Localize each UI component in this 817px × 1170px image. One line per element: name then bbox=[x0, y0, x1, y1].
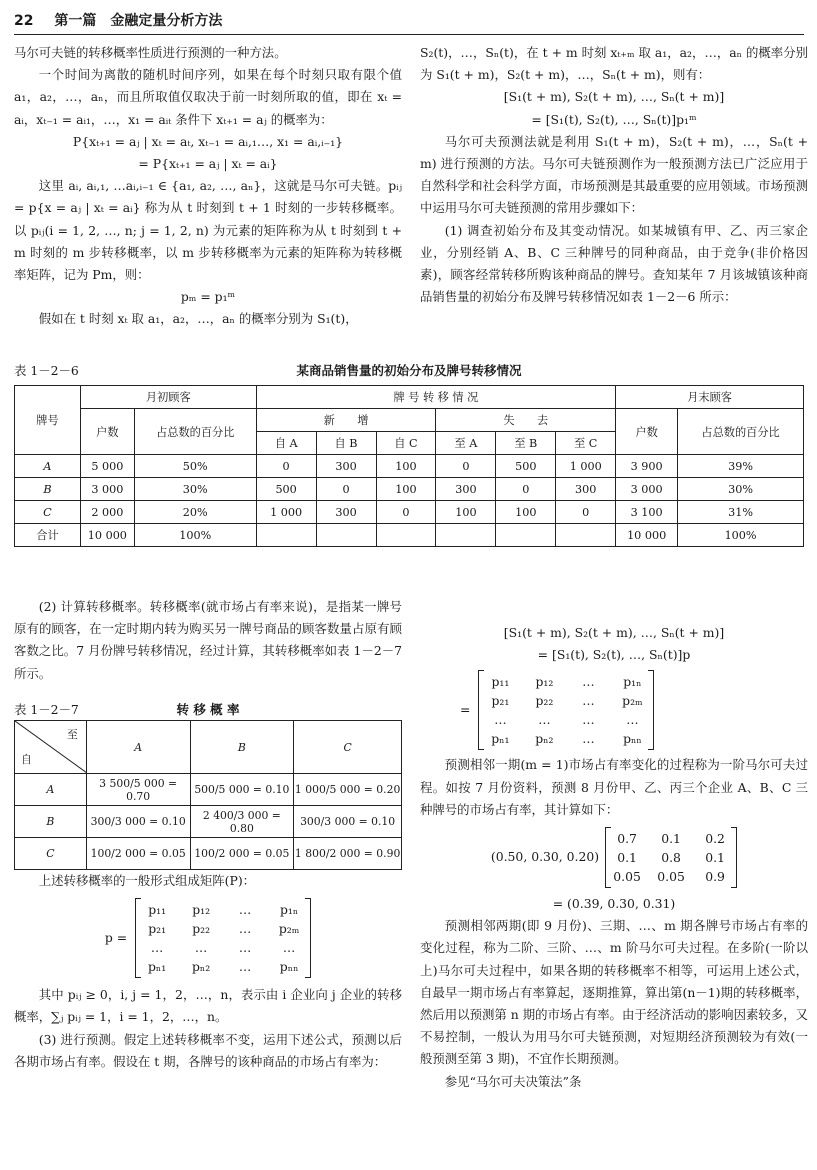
table-cell: 3 000 bbox=[80, 478, 134, 501]
col-header: C bbox=[294, 721, 402, 774]
matrix-cell: 0.2 bbox=[705, 830, 725, 846]
table-transfer-probability bbox=[14, 720, 402, 870]
table-cell: C bbox=[15, 838, 87, 870]
equation: = P{xₜ₊₁ = aⱼ | xₜ = aᵢ} bbox=[138, 156, 278, 172]
table-cell: B bbox=[15, 478, 81, 501]
table-cell: 3 100 bbox=[616, 501, 678, 524]
equation: = [S₁(t), S₂(t), …, Sₙ(t)]p₁ᵐ bbox=[531, 111, 697, 127]
table-cell bbox=[256, 524, 316, 547]
table-cell: 300 bbox=[556, 478, 616, 501]
matrix-cell: … bbox=[494, 712, 507, 728]
table-cell: 5 000 bbox=[80, 455, 134, 478]
table-row bbox=[15, 524, 804, 547]
matrix-cell: pₙ₂ bbox=[535, 731, 554, 747]
sub-header: 至 B bbox=[496, 432, 556, 455]
table-cell: 100% bbox=[134, 524, 256, 547]
matrix-cell: 0.1 bbox=[661, 830, 681, 846]
left-column-top bbox=[14, 42, 402, 331]
table2-caption bbox=[14, 700, 402, 718]
matrix-numeric bbox=[605, 827, 737, 888]
matrix-cell: p₂₁ bbox=[148, 921, 167, 937]
table-cell: 300 bbox=[316, 501, 376, 524]
equation: [S₁(t + m), S₂(t + m), …, Sₙ(t + m)] bbox=[503, 89, 725, 105]
table-cell bbox=[436, 524, 496, 547]
right-column-top bbox=[420, 42, 808, 308]
matrix-cell: p₁₂ bbox=[192, 902, 211, 918]
matrix-row bbox=[612, 829, 730, 848]
table-cell: 300/3 000 = 0.10 bbox=[86, 806, 190, 838]
equation-result: = (0.39, 0.30, 0.31) bbox=[552, 896, 676, 912]
page-header bbox=[14, 10, 804, 35]
table-cell: 100 bbox=[496, 501, 556, 524]
table-cell bbox=[316, 524, 376, 547]
col-header: A bbox=[86, 721, 190, 774]
matrix-cell: p₁₂ bbox=[535, 674, 554, 690]
paragraph: (2) 计算转移概率。转移概率(就市场占有率来说)，是指某一牌号原有的顾客，在一定时期内转为购买另一牌号商品的顾客数量占原有顾客数之比。7 月份牌号转移情况，经过计算，其转移概率如表 1－2－7 所示。 bbox=[14, 599, 402, 681]
table2-number: 表 1－2－7 bbox=[14, 702, 79, 717]
matrix-row bbox=[612, 867, 730, 886]
matrix-row bbox=[485, 672, 647, 691]
table-row bbox=[15, 838, 402, 870]
table-cell: 500/5 000 = 0.10 bbox=[190, 774, 294, 806]
table-cell: 500 bbox=[256, 478, 316, 501]
matrix-cell: … bbox=[582, 731, 595, 747]
matrix-cell: … bbox=[238, 959, 252, 975]
matrix-cell: … bbox=[194, 940, 208, 956]
col-header-count2: 户数 bbox=[616, 409, 678, 455]
table-cell: 100 bbox=[376, 455, 436, 478]
table2-title: 转 移 概 率 bbox=[176, 702, 240, 717]
table1-number: 表 1－2－6 bbox=[14, 363, 79, 378]
matrix-cell: pₙ₁ bbox=[491, 731, 510, 747]
table-cell: 300/3 000 = 0.10 bbox=[294, 806, 402, 838]
matrix-cell: … bbox=[626, 712, 639, 728]
paragraph: 假如在 t 时刻 xₜ 取 a₁，a₂，…，aₙ 的概率分别为 S₁(t)， bbox=[38, 311, 358, 327]
table-cell: 500 bbox=[496, 455, 556, 478]
matrix-cell: 0.1 bbox=[617, 849, 637, 865]
matrix-cell: p₁ₙ bbox=[623, 674, 642, 690]
matrix-cell: … bbox=[582, 712, 595, 728]
table-cell: 100 bbox=[436, 501, 496, 524]
paragraph: 这里 aᵢ, aᵢ,₁, …aᵢ,ᵢ₋₁ ∈ {a₁, a₂, …, aₙ}，这就是马尔可夫链。pᵢⱼ = p{x = aⱼ | xₜ = aᵢ} 称为从 t 时刻到 t + 1 时刻的一步转移概率。以 pᵢⱼ(i = 1, 2, …, n; j = 1, 2, n) 为元素的矩阵称为从 t 时刻到 t + m 时刻的 m 步转移概率，以 m 步转移概率为元素的矩阵称为转移概率矩阵，记为 Pm，则： bbox=[14, 178, 402, 283]
col-header-brand: 牌号 bbox=[15, 386, 81, 455]
col-header: B bbox=[190, 721, 294, 774]
col-header-start: 月初顾客 bbox=[80, 386, 256, 409]
table-cell bbox=[496, 524, 556, 547]
table-cell: 50% bbox=[134, 455, 256, 478]
table-cell: 1 000 bbox=[256, 501, 316, 524]
table-row bbox=[15, 774, 402, 806]
table-cell: 2 400/3 000 = 0.80 bbox=[190, 806, 294, 838]
table-cell: 100 bbox=[376, 478, 436, 501]
table-cell: 300 bbox=[436, 478, 496, 501]
table-cell: A bbox=[15, 455, 81, 478]
paragraph: 预测相邻两期(即 9 月份)、三期、…、m 期各牌号市场占有率的变化过程，称为二阶、三阶、…、m 阶马尔可夫过程。在多阶(一阶以上)马尔可夫过程中，如果各期的转移概率不相等，可运用上述公式，自最早一期市场占有率算起，逐期推算，算出第(n－1)期的转移概率，然后用以预测第 n 期的市场占有率。由于经济活动的影响因素较多，又不易控制，一般认为用马尔可夫链预测，对短期经济预测较为有效(一般预测至第 3 期)，不宜作长期预测。 bbox=[420, 918, 808, 1067]
matrix-cell: p₂ₘ bbox=[622, 693, 643, 709]
paragraph: 一个时间为离散的随机时间序列，如果在每个时刻只取有限个值 a₁，a₂，…，aₙ，而且所取值仅取决于前一时刻所取的值，即在 xₜ = aᵢ，xₜ₋₁ = aᵢ₁，…，x₁ = aᵢₜ 条件下 xₜ₊₁ = aⱼ 的概率为： bbox=[14, 67, 402, 127]
table1-title: 某商品销售量的初始分布及牌号转移情况 bbox=[296, 363, 522, 378]
table-cell: 30% bbox=[134, 478, 256, 501]
col-header-pct: 占总数的百分比 bbox=[134, 409, 256, 455]
matrix-cell: p₁₁ bbox=[491, 674, 510, 690]
matrix-row bbox=[485, 710, 647, 729]
table-cell: 10 000 bbox=[80, 524, 134, 547]
page-number: 22 bbox=[14, 13, 34, 29]
matrix-row bbox=[142, 919, 304, 938]
table-cell: 合计 bbox=[15, 524, 81, 547]
matrix-cell: … bbox=[538, 712, 551, 728]
table-row bbox=[15, 478, 804, 501]
left-column-bottom bbox=[14, 596, 402, 685]
matrix-p bbox=[478, 670, 654, 750]
table-cell: 0 bbox=[376, 501, 436, 524]
sub-header: 至 A bbox=[436, 432, 496, 455]
matrix-cell: … bbox=[238, 921, 252, 937]
matrix-cell: pₙₙ bbox=[623, 731, 642, 747]
table-cell: 1 000 bbox=[556, 455, 616, 478]
col-header-lost: 失 去 bbox=[436, 409, 616, 432]
sub-header: 至 C bbox=[556, 432, 616, 455]
paragraph: 马尔可夫链的转移概率性质进行预测的一种方法。 bbox=[14, 45, 287, 60]
header-to: 至 bbox=[66, 728, 78, 741]
matrix-p-block-right bbox=[420, 666, 808, 754]
table-cell: 3 500/5 000 = 0.70 bbox=[86, 774, 190, 806]
matrix-label: p = bbox=[104, 930, 128, 946]
table-cell: 0 bbox=[556, 501, 616, 524]
table-cell: 0 bbox=[316, 478, 376, 501]
matrix-row bbox=[485, 691, 647, 710]
matrix-cell: p₁₁ bbox=[148, 902, 167, 918]
matrix-cell: … bbox=[582, 693, 595, 709]
table-cell: C bbox=[15, 501, 81, 524]
matrix-cell: … bbox=[150, 940, 164, 956]
matrix-cell: … bbox=[582, 674, 595, 690]
matrix-row bbox=[485, 729, 647, 748]
table-cell: 300 bbox=[316, 455, 376, 478]
matrix-cell: p₂ₘ bbox=[278, 921, 300, 937]
col-header-transfer: 牌 号 转 移 情 况 bbox=[256, 386, 616, 409]
equation: [S₁(t + m), S₂(t + m), …, Sₙ(t + m)] bbox=[503, 625, 725, 640]
section-title: 第一篇 金融定量分析方法 bbox=[54, 13, 223, 29]
matrix-cell: … bbox=[238, 940, 252, 956]
sub-header: 自 B bbox=[316, 432, 376, 455]
paragraph: 预测相邻一期(m = 1)市场占有率变化的过程称为一阶马尔可夫过程。如按 7 月份资料，预测 8 月份甲、乙、丙三个企业 A、B、C 三种牌号的市场占有率，其计算如下： bbox=[420, 757, 808, 817]
col-header-end: 月末顾客 bbox=[616, 386, 804, 409]
equation: pₘ = p₁ᵐ bbox=[180, 289, 236, 305]
table-cell: A bbox=[15, 774, 87, 806]
sub-header: 自 A bbox=[256, 432, 316, 455]
matrix-cell: p₁ₙ bbox=[279, 902, 299, 918]
table-cell: 0 bbox=[436, 455, 496, 478]
col-header-new: 新 增 bbox=[256, 409, 436, 432]
matrix-cell: … bbox=[238, 902, 252, 918]
table-cell: 2 000 bbox=[80, 501, 134, 524]
table-cell: 100% bbox=[678, 524, 804, 547]
matrix-cell: 0.1 bbox=[705, 849, 725, 865]
col-header-pct2: 占总数的百分比 bbox=[678, 409, 804, 455]
paragraph: (1) 调查初始分布及其变动情况。如某城镇有甲、乙、丙三家企业，分别经销 A、B、C 三种牌号的同种商品，由于竞争(非价格因素)，顾客经常转移所购该种商品的牌号。查知某年 7 月该城镇该种商品销售量的初始分布及牌号转移情况如表 1－2－6 所示： bbox=[420, 222, 808, 305]
matrix-row bbox=[142, 957, 304, 976]
equation: P{xₜ₊₁ = aⱼ | xₜ = aₜ, xₜ₋₁ = aᵢ,₁…, x₁ = aᵢ,ᵢ₋₁} bbox=[72, 133, 344, 149]
matrix-cell: p₂₂ bbox=[535, 693, 554, 709]
table-brand-transfer bbox=[14, 385, 804, 547]
table1-caption bbox=[14, 361, 804, 379]
paragraph: 参见“马尔可夫决策法”条 bbox=[444, 1073, 582, 1089]
table-cell: 0 bbox=[256, 455, 316, 478]
matrix-p-block bbox=[14, 892, 402, 984]
table-cell: 1 000/5 000 = 0.20 bbox=[294, 774, 402, 806]
table-cell: 30% bbox=[678, 478, 804, 501]
matrix-cell: pₙ₂ bbox=[191, 959, 211, 975]
table-cell: 100/2 000 = 0.05 bbox=[190, 838, 294, 870]
paragraph: S₂(t)，…，Sₙ(t)，在 t + m 时刻 xₜ₊ₘ 取 a₁，a₂，…，aₙ 的概率分别为 S₁(t + m)，S₂(t + m)，…，Sₙ(t + m)，则有： bbox=[420, 45, 808, 83]
table-cell: 39% bbox=[678, 455, 804, 478]
table-row bbox=[15, 806, 402, 838]
paragraph: (3) 进行预测。假定上述转移概率不变，运用下述公式，预测以后各期市场占有率。假设在 t 期，各牌号的该种商品的市场占有率为： bbox=[14, 1031, 402, 1069]
table-cell: 1 800/2 000 = 0.90 bbox=[294, 838, 402, 870]
matrix-cell: 0.05 bbox=[613, 868, 641, 884]
equation: = [S₁(t), S₂(t), …, Sₙ(t)]p bbox=[537, 647, 691, 663]
table-cell: 3 900 bbox=[616, 455, 678, 478]
numeric-matrix-block bbox=[420, 821, 808, 893]
matrix-cell: p₂₂ bbox=[192, 921, 211, 937]
table-cell: 3 000 bbox=[616, 478, 678, 501]
equals-sign: = bbox=[460, 702, 471, 718]
table-cell: 31% bbox=[678, 501, 804, 524]
table-cell: 10 000 bbox=[616, 524, 678, 547]
right-column-bottom bbox=[420, 622, 808, 1093]
table-row bbox=[15, 455, 804, 478]
table-cell bbox=[376, 524, 436, 547]
matrix-cell: 0.7 bbox=[617, 830, 637, 846]
col-header-count: 户数 bbox=[80, 409, 134, 455]
diag-header bbox=[15, 721, 87, 774]
paragraph: 上述转移概率的一般形式组成矩阵(P)： bbox=[38, 873, 256, 888]
table-cell: 0 bbox=[496, 478, 556, 501]
table-cell bbox=[556, 524, 616, 547]
matrix-p bbox=[135, 898, 311, 978]
table-cell: 100/2 000 = 0.05 bbox=[86, 838, 190, 870]
table-cell: 20% bbox=[134, 501, 256, 524]
matrix-cell: p₂₁ bbox=[491, 693, 510, 709]
matrix-cell: 0.05 bbox=[657, 868, 685, 884]
paragraph: 马尔可夫预测法就是利用 S₁(t + m)，S₂(t + m)，…，Sₙ(t + m) 进行预测的方法。马尔可夫链预测作为一般预测方法已广泛应用于自然科学和社会科学方面，市场预测是其最重要的应用领域。市场预测中运用马尔可夫链预测的常用步骤如下： bbox=[420, 133, 808, 216]
matrix-cell: pₙ₁ bbox=[147, 959, 167, 975]
paragraph: 其中 pᵢⱼ ≥ 0，i, j = 1，2，…，n，表示由 i 企业向 j 企业的转移概率，∑ⱼ pᵢⱼ = 1，i = 1，2，…，n。 bbox=[14, 987, 402, 1025]
matrix-row bbox=[142, 938, 304, 957]
table-row bbox=[15, 501, 804, 524]
header-from: 自 bbox=[21, 753, 32, 766]
matrix-row bbox=[142, 900, 304, 919]
matrix-cell: 0.8 bbox=[661, 849, 681, 865]
matrix-cell: 0.9 bbox=[705, 868, 725, 884]
table-cell: B bbox=[15, 806, 87, 838]
sub-header: 自 C bbox=[376, 432, 436, 455]
matrix-cell: pₙₙ bbox=[279, 959, 299, 975]
matrix-row bbox=[612, 848, 730, 867]
matrix-cell: … bbox=[282, 940, 296, 956]
initial-vector: (0.50, 0.30, 0.20) bbox=[490, 848, 600, 864]
left-column-end bbox=[14, 870, 402, 1073]
